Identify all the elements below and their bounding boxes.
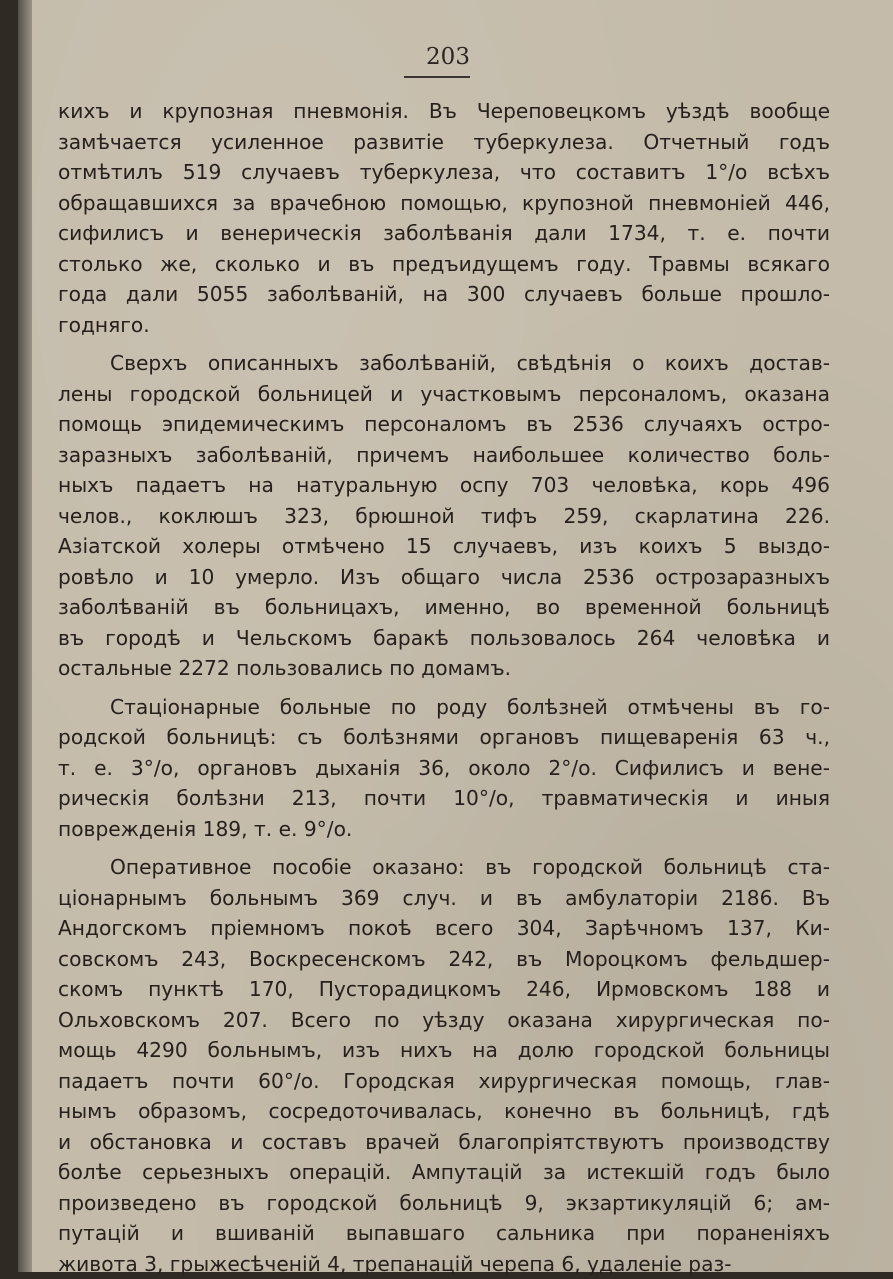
book-page — [18, 0, 893, 1272]
paragraph-gap — [58, 844, 830, 852]
page-number: 203 — [398, 44, 498, 70]
text-line: кихъ и крупозная пневмонія. Въ Череповецкомъ уѣздѣ вообще — [58, 96, 830, 127]
text-line: живота 3, грыжесѣченій 4, трепанацій черепа 6, удаленіе раз- — [58, 1249, 830, 1279]
text-line: болѣе серьезныхъ операцій. Ампутацій за истекшій годъ было — [58, 1157, 830, 1188]
text-line: годняго. — [58, 310, 830, 341]
text-line: ціонарнымъ больнымъ 369 случ. и въ амбулаторіи 2186. Въ — [58, 883, 830, 914]
text-line: замѣчается усиленное развитіе туберкулеза. Отчетный годъ — [58, 127, 830, 158]
text-line: въ городѣ и Чельскомъ баракѣ пользовалось 264 человѣка и — [58, 623, 830, 654]
text-line: остальные 2272 пользовались по домамъ. — [58, 653, 830, 684]
text-line: челов., коклюшъ 323, брюшной тифъ 259, скарлатина 226. — [58, 501, 830, 532]
text-line: помощь эпидемическимъ персоналомъ въ 2536 случаяхъ остро- — [58, 409, 830, 440]
text-line: заразныхъ заболѣваній, причемъ наибольшее количество боль- — [58, 440, 830, 471]
paragraph — [58, 96, 830, 340]
text-line: произведено въ городской больницѣ 9, экзартикуляцій 6; ам- — [58, 1188, 830, 1219]
text-line: обращавшихся за врачебною помощью, крупозной пневмоніей 446, — [58, 188, 830, 219]
text-line: падаетъ почти 60°/о. Городская хирургическая помощь, глав- — [58, 1066, 830, 1097]
text-line: поврежденія 189, т. е. 9°/о. — [58, 814, 830, 845]
paragraph — [58, 852, 830, 1279]
paragraph — [58, 348, 830, 684]
text-line: лены городской больницей и участковымъ персоналомъ, оказана — [58, 379, 830, 410]
text-line: Сверхъ описанныхъ заболѣваній, свѣдѣнія о коихъ достав- — [58, 348, 830, 379]
paragraph-gap — [58, 684, 830, 692]
text-line: столько же, сколько и въ предъидущемъ году. Травмы всякаго — [58, 249, 830, 280]
text-line: мощь 4290 больнымъ, изъ нихъ на долю городской больницы — [58, 1035, 830, 1066]
text-line: Азіатской холеры отмѣчено 15 случаевъ, изъ коихъ 5 выздо- — [58, 531, 830, 562]
text-line: путацій и вшиваній выпавшаго сальника при пораненіяхъ — [58, 1218, 830, 1249]
paragraph-gap — [58, 340, 830, 348]
page-body-text — [58, 96, 830, 1279]
text-line: заболѣваній въ больницахъ, именно, во временной больницѣ — [58, 592, 830, 623]
paragraph — [58, 692, 830, 845]
text-line: отмѣтилъ 519 случаевъ туберкулеза, что составитъ 1°/о всѣхъ — [58, 157, 830, 188]
text-line: скомъ пунктѣ 170, Пусторадицкомъ 246, Ирмовскомъ 188 и — [58, 974, 830, 1005]
page-number-underline — [404, 76, 470, 78]
text-line: ныхъ падаетъ на натуральную оспу 703 человѣка, корь 496 — [58, 470, 830, 501]
text-line: и обстановка и составъ врачей благопріятствуютъ производству — [58, 1127, 830, 1158]
text-line: Андогскомъ пріемномъ покоѣ всего 304, Зарѣчномъ 137, Ки- — [58, 913, 830, 944]
text-line: года дали 5055 заболѣваній, на 300 случаевъ больше прошло- — [58, 279, 830, 310]
page-spine-edge — [18, 0, 32, 1272]
text-line: совскомъ 243, Воскресенскомъ 242, въ Мороцкомъ фельдшер- — [58, 944, 830, 975]
text-line: рическія болѣзни 213, почти 10°/о, травматическія и иныя — [58, 783, 830, 814]
text-line: ровѣло и 10 умерло. Изъ общаго числа 2536 острозаразныхъ — [58, 562, 830, 593]
text-line: Оперативное пособіе оказано: въ городской больницѣ ста- — [58, 852, 830, 883]
text-line: т. е. 3°/о, органовъ дыханія 36, около 2°/о. Сифилисъ и вене- — [58, 753, 830, 784]
text-line: нымъ образомъ, сосредоточивалась, конечно въ больницѣ, гдѣ — [58, 1096, 830, 1127]
text-line: Стаціонарные больные по роду болѣзней отмѣчены въ го- — [58, 692, 830, 723]
text-line: родской больницѣ: съ болѣзнями органовъ пищеваренія 63 ч., — [58, 722, 830, 753]
text-line: сифилисъ и венерическія заболѣванія дали 1734, т. е. почти — [58, 218, 830, 249]
text-line: Ольховскомъ 207. Всего по уѣзду оказана хирургическая по- — [58, 1005, 830, 1036]
